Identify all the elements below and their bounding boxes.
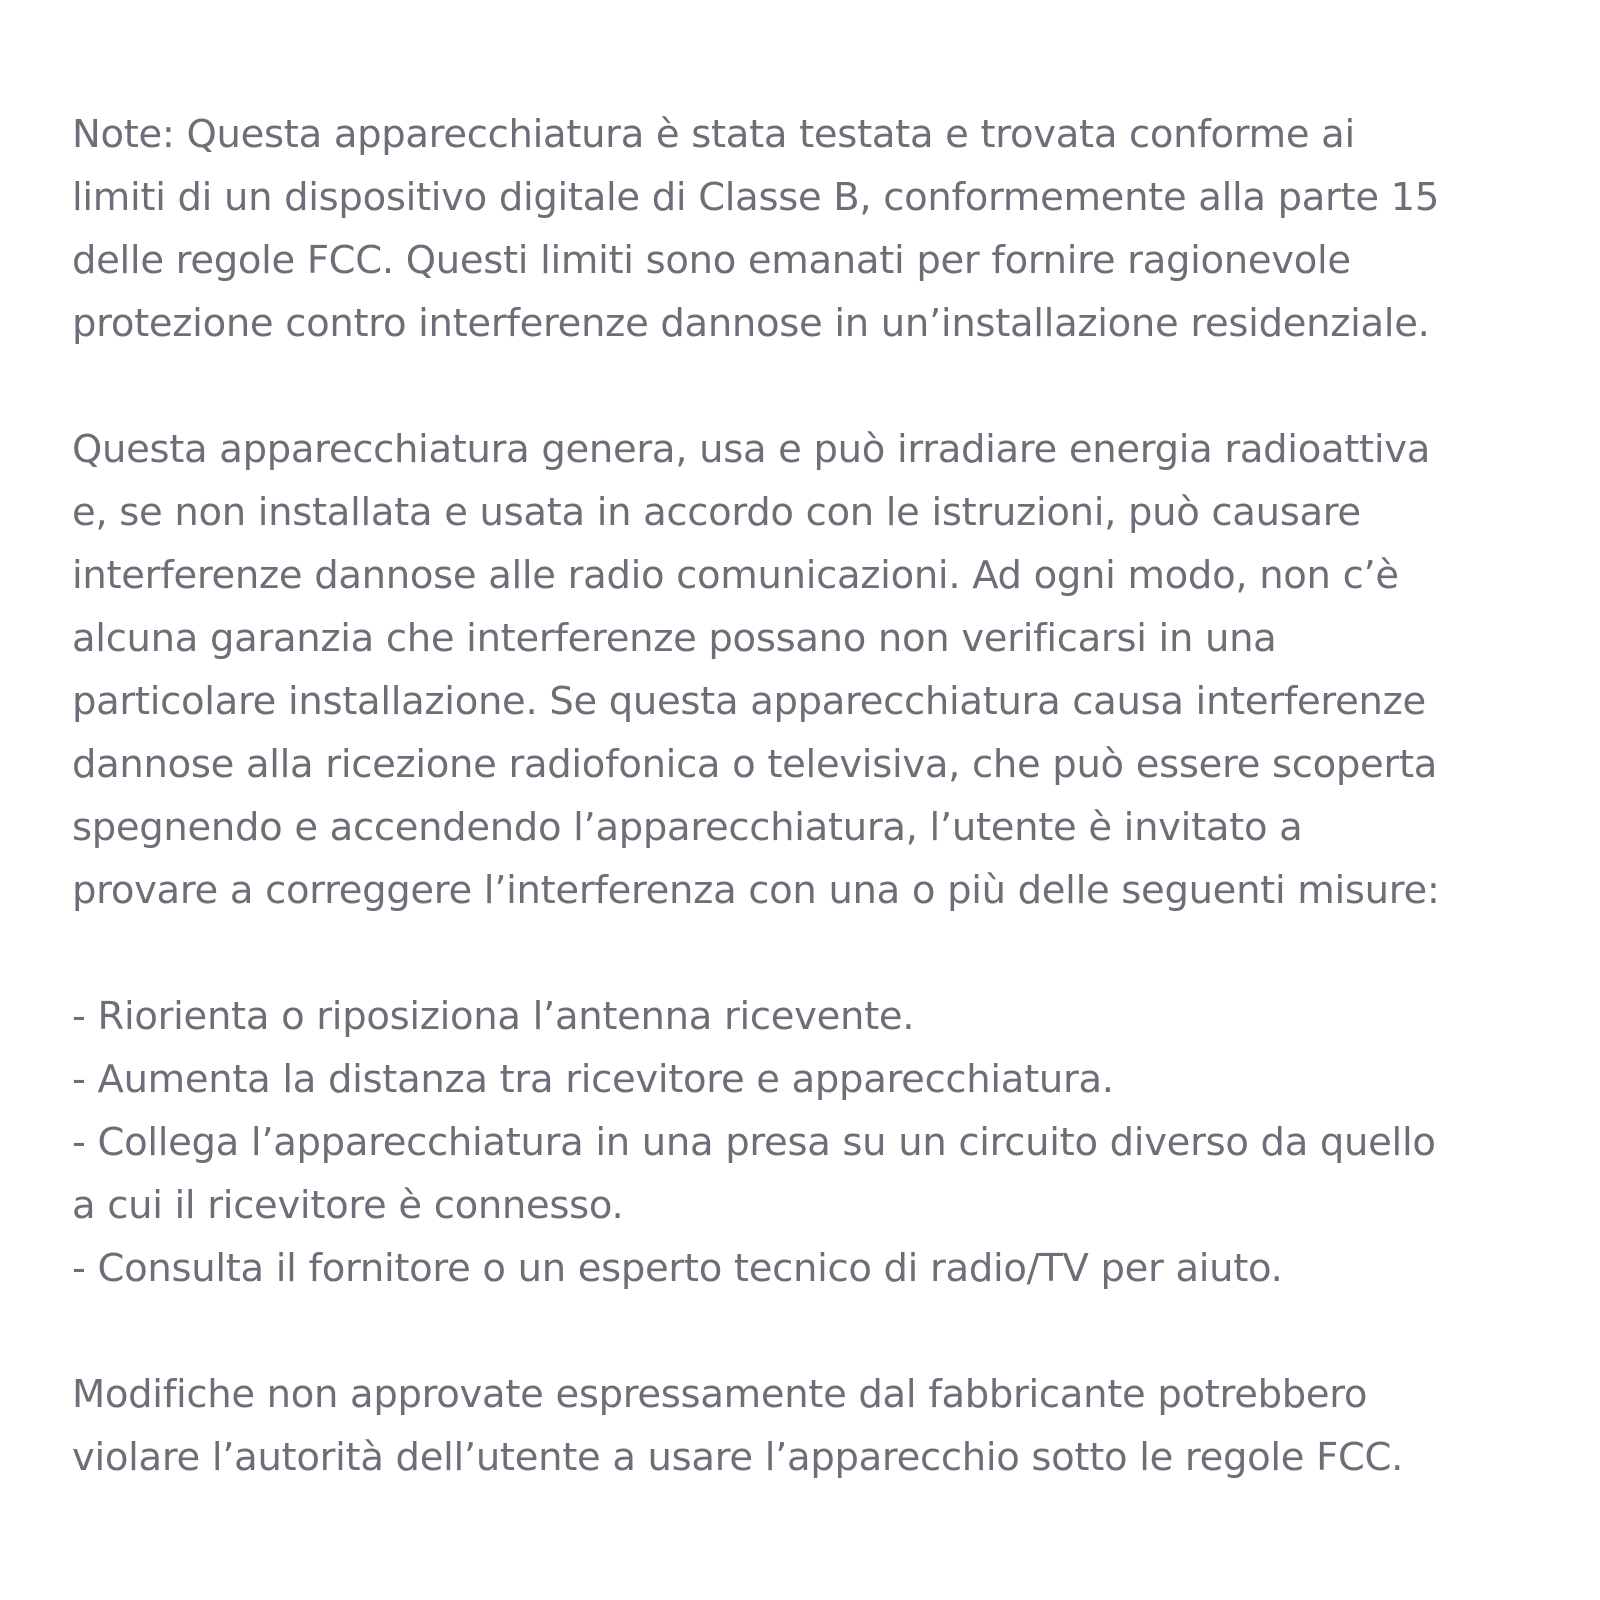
paragraph-gap — [72, 922, 1542, 985]
text-line: protezione contro interferenze dannose in un’installazione residenziale. — [72, 301, 1430, 346]
text-line: limiti di un dispositivo digitale di Classe B, conformemente alla parte 15 — [72, 175, 1440, 220]
text-line: alcuna garanzia che interferenze possano non verificarsi in una — [72, 616, 1277, 661]
fcc-notice — [72, 103, 1542, 1489]
text-line: dannose alla ricezione radiofonica o televisiva, che può essere scoperta — [72, 742, 1438, 787]
interference-paragraph — [72, 418, 1542, 922]
paragraph-gap — [72, 355, 1542, 418]
fcc-compliance-paragraph — [72, 103, 1542, 355]
text-line: spegnendo e accendendo l’apparecchiatura, l’utente è invitato a — [72, 805, 1303, 850]
text-line: Modifiche non approvate espressamente dal fabbricante potrebbero — [72, 1372, 1368, 1417]
text-line: interferenze dannose alle radio comunicazioni. Ad ogni modo, non c’è — [72, 553, 1399, 598]
measures-list — [72, 985, 1542, 1300]
list-item: - Riorienta o riposiziona l’antenna ricevente. — [72, 994, 915, 1039]
paragraph-gap — [72, 1300, 1542, 1363]
text-line: particolare installazione. Se questa apparecchiatura causa interferenze — [72, 679, 1426, 724]
text-line: delle regole FCC. Questi limiti sono emanati per fornire ragionevole — [72, 238, 1351, 283]
text-line: provare a correggere l’interferenza con una o più delle seguenti misure: — [72, 868, 1440, 913]
list-item: - Aumenta la distanza tra ricevitore e apparecchiatura. — [72, 1057, 1114, 1102]
list-item: - Consulta il fornitore o un esperto tecnico di radio/TV per aiuto. — [72, 1246, 1283, 1291]
modifications-paragraph — [72, 1363, 1542, 1489]
text-line: e, se non installata e usata in accordo con le istruzioni, può causare — [72, 490, 1361, 535]
text-line: Note: Questa apparecchiatura è stata testata e trovata conforme ai — [72, 112, 1355, 157]
text-line: Questa apparecchiatura genera, usa e può irradiare energia radioattiva — [72, 427, 1431, 472]
text-line: violare l’autorità dell’utente a usare l’apparecchio sotto le regole FCC. — [72, 1435, 1404, 1480]
list-item-continuation: a cui il ricevitore è connesso. — [72, 1183, 624, 1228]
list-item: - Collega l’apparecchiatura in una presa su un circuito diverso da quello — [72, 1120, 1436, 1165]
